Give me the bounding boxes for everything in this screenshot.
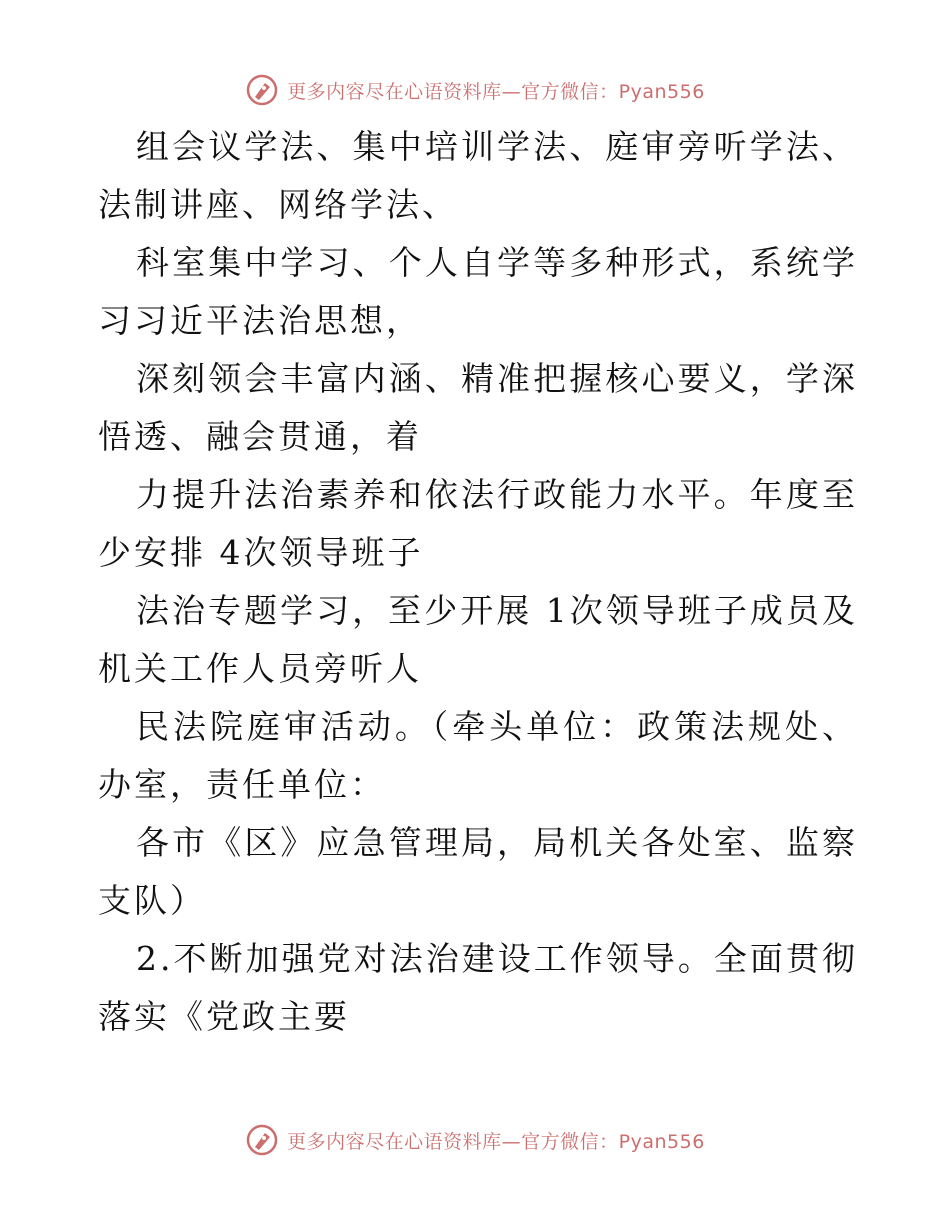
pen-nib-seal-icon — [245, 73, 279, 107]
watermark-text: 更多内容尽在心语资料库—官方微信：Pyan556 — [287, 80, 705, 103]
document-body — [98, 118, 858, 1046]
paragraph-3: 深刻领会丰富内涵、精准把握核心要义，学深悟透、融会贯通，着 — [98, 359, 858, 456]
paragraph-6: 民法院庭审活动。（牵头单位：政策法规处、办室，责任单位： — [98, 707, 858, 804]
header-watermark — [0, 70, 950, 110]
paragraph-2: 科室集中学习、个人自学等多种形式，系统学习习近平法治思想， — [98, 243, 858, 340]
footer-watermark — [0, 1120, 950, 1160]
pen-nib-seal-icon — [245, 1123, 279, 1157]
watermark-text: 更多内容尽在心语资料库—官方微信：Pyan556 — [287, 1130, 705, 1153]
paragraph-4: 力提升法治素养和依法行政能力水平。年度至少安排 4次领导班子 — [98, 475, 858, 572]
paragraph-8: 2.不断加强党对法治建设工作领导。全面贯彻落实《党政主要 — [98, 939, 858, 1036]
paragraph-5: 法治专题学习，至少开展 1次领导班子成员及机关工作人员旁听人 — [98, 591, 858, 688]
paragraph-7: 各市《区》应急管理局，局机关各处室、监察支队） — [98, 823, 858, 920]
paragraph-1: 组会议学法、集中培训学法、庭审旁听学法、法制讲座、网络学法、 — [98, 127, 858, 224]
